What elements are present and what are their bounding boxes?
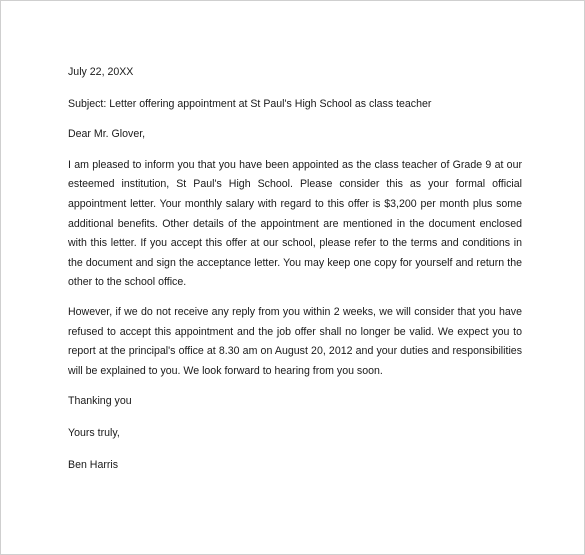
letter-body [68,63,522,475]
letter-paragraph-conditions: However, if we do not receive any reply from you within 2 weeks, we will consider that you have refused to accept this appointment and the job offer shall no longer be valid. We expect you to report at the principal's office at 8.30 am on August 20, 2012 and your duties and responsibilities will be explained to you. We look forward to hearing from you soon. [68,305,522,377]
letter-signoff: Yours truly, [68,426,120,439]
letter-date: July 22, 20XX [68,66,134,78]
letter-paragraph-offer: I am pleased to inform you that you have been appointed as the class teacher of Grade 9 at our esteemed institution, St Paul's High School. Please consider this as your formal official appointment letter. Your monthly salary with regard to this offer is $3,200 per month plus some additional benefits. Other details of the appointment are mentioned in the document enclosed with this letter. If you accept this offer at our school, please refer to the terms and conditions in the document and sign the acceptance letter. You may keep one copy for yourself and return the other to the school office. [68,158,522,289]
letter-signature-name: Ben Harris [68,458,119,471]
letter-salutation: Dear Mr. Glover, [68,128,146,141]
letter-subject: Subject: Letter offering appointment at St Paul's High School as class teacher [68,97,432,110]
letter-closing: Thanking you [68,395,132,408]
